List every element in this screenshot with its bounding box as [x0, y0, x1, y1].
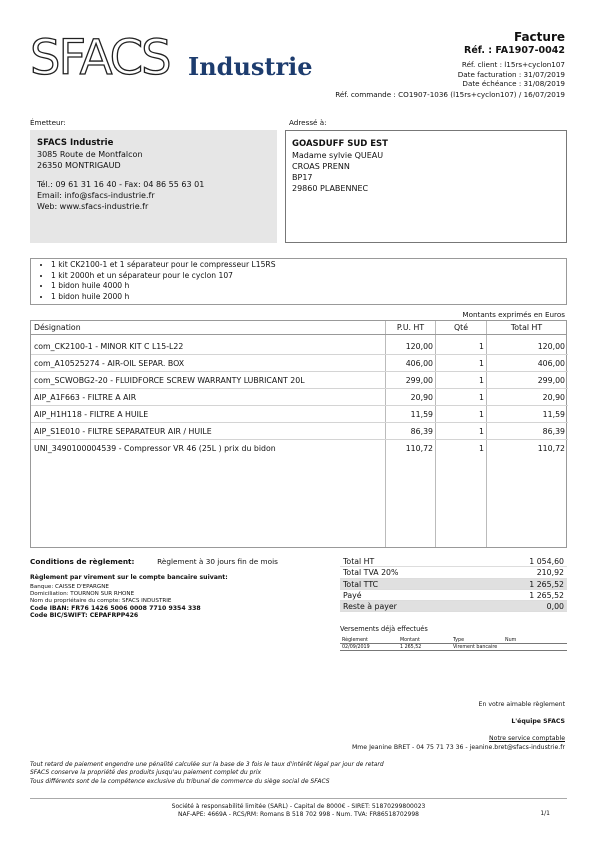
closing-line: En votre aimable règlement: [478, 701, 565, 708]
table-header: [31, 321, 566, 335]
client-ref: Réf. client : l15rs+cyclon107: [461, 60, 565, 69]
table-row: [31, 440, 568, 457]
row-unit-price: 20,90: [410, 393, 433, 402]
footer-line: NAF-APE: 4669A - RCS/RM: Romans B 518 702 998 - Num. TVA: FR86518702998: [177, 811, 419, 818]
invoice-header: [305, 30, 565, 89]
total-row: [340, 601, 567, 612]
sender-address-line2: 26350 MONTRIGAUD: [37, 161, 121, 170]
signature-team: L'équipe SFACS: [511, 718, 565, 725]
payments-header-cell: Num: [505, 638, 517, 643]
row-designation: AIP_A1F663 - FILTRE A AIR: [34, 393, 137, 402]
row-designation: UNI_3490100004539 - Compressor VR 46 (25L ) prix du bidon: [34, 444, 276, 453]
header-total: Total HT: [510, 323, 543, 332]
sender-address-line1: 3085 Route de Montfalcon: [37, 150, 143, 159]
table-row: [31, 423, 568, 440]
row-designation: com_A10525274 - AIR-OIL SEPAR. BOX: [34, 359, 185, 368]
recipient-label: Adressé à:: [289, 118, 327, 127]
row-unit-price: 11,59: [410, 410, 433, 419]
header-designation: Désignation: [31, 321, 386, 334]
total-row: [340, 579, 567, 590]
bank-bic: Code BIC/SWIFT: CEPAFRPP426: [30, 612, 139, 619]
row-quantity: 1: [479, 410, 484, 419]
bank-domiciliation: Domiciliation: TOURNON SUR RHONE: [30, 591, 135, 597]
row-quantity: 1: [479, 359, 484, 368]
row-total: 110,72: [537, 444, 565, 453]
invoice-ref: Réf. : FA1907-0042: [464, 45, 565, 56]
payment-type: Virement bancaire: [453, 645, 498, 650]
payments-header: [340, 637, 567, 644]
total-value: 1 265,52: [529, 579, 564, 589]
sender-web: Web: www.sfacs-industrie.fr: [37, 202, 149, 211]
currency-note: Montants exprimés en Euros: [462, 310, 565, 319]
note-item: • 1 bidon huile 2000 h: [51, 292, 566, 303]
sender-box: [30, 130, 277, 243]
signature-contact: Mme Jeanine BRET - 04 75 71 73 36 - jeanine.bret@sfacs-industrie.fr: [351, 744, 565, 751]
row-total: 86,39: [542, 427, 565, 436]
conditions-label: Conditions de règlement:: [30, 557, 135, 566]
row-quantity: 1: [479, 444, 484, 453]
legal-line: Tous différents sont de la compétence exclusive du tribunal de commerce du siège social de SFACS: [30, 777, 330, 785]
payments-header-cell: Type: [453, 638, 465, 643]
row-designation: com_SCWOBG2-20 - FLUIDFORCE SCREW WARRANTY LUBRICANT 20L: [34, 376, 305, 385]
totals-table: [340, 556, 567, 612]
bank-name: Banque: CAISSE D'EPARGNE: [30, 584, 109, 590]
recipient-bp: BP17: [292, 173, 313, 182]
table-row: [31, 372, 568, 389]
company-logo: [30, 30, 320, 90]
sender-phone: Tél.: 09 61 31 16 40 - Fax: 04 86 55 63 01: [37, 180, 205, 189]
recipient-contact: Madame sylvie QUEAU: [292, 151, 384, 160]
payments-header-cell: Montant: [400, 638, 420, 643]
sender-label: Émetteur:: [30, 118, 66, 127]
row-quantity: 1: [479, 393, 484, 402]
row-unit-price: 299,00: [405, 376, 433, 385]
row-unit-price: 110,72: [405, 444, 433, 453]
row-unit-price: 120,00: [405, 342, 433, 351]
row-total: 406,00: [537, 359, 565, 368]
row-total: 299,00: [537, 376, 565, 385]
row-designation: com_CK2100-1 - MINOR KIT C L15-L22: [34, 342, 184, 351]
total-label: Total TTC: [343, 579, 379, 589]
table-row: [31, 338, 568, 355]
total-value: 0,00: [546, 602, 564, 612]
order-notes: [30, 258, 567, 305]
bank-owner: Nom du propriétaire du compte: SFACS INDUSTRIE: [30, 598, 172, 604]
row-total: 11,59: [542, 410, 565, 419]
recipient-city: 29860 PLABENNEC: [292, 184, 369, 193]
total-value: 1 265,52: [529, 590, 564, 600]
logo-suffix: Industrie: [188, 52, 313, 81]
row-designation: AIP_S1E010 - FILTRE SEPARATEUR AIR / HUILE: [34, 427, 212, 436]
due-date: Date échéance : 31/08/2019: [462, 79, 565, 88]
note-item: • 1 kit 2000h et un séparateur pour le cyclon 107: [51, 271, 566, 282]
total-row: [340, 556, 567, 567]
total-row: [340, 567, 567, 578]
note-item: • 1 kit CK2100-1 et 1 séparateur pour le compresseur L15RS: [51, 260, 566, 271]
row-total: 20,90: [542, 393, 565, 402]
footer-line: Société à responsabilité limitée (SARL) - Capital de 8000€ - SIRET: 51870299800023: [171, 803, 426, 810]
row-unit-price: 86,39: [410, 427, 433, 436]
payments-title: Versements déjà effectués: [340, 625, 428, 633]
payment-number: [505, 644, 567, 650]
row-quantity: 1: [479, 427, 484, 436]
header-unit-price: P.U. HT: [386, 321, 436, 334]
header-quantity: Qté: [436, 321, 487, 334]
total-row: [340, 590, 567, 601]
total-value: 1 054,60: [529, 557, 564, 566]
invoice-title: Facture: [513, 30, 565, 44]
table-row: [31, 355, 568, 372]
page-footer: [30, 798, 567, 819]
payment-amount: 1 265,52: [400, 645, 422, 650]
bank-title: Règlement par virement sur le compte bancaire suivant:: [30, 574, 228, 581]
legal-line: Tout retard de paiement engendre une pénalité calculée sur la base de 3 fois le taux d'intérêt légal par jour de retard: [30, 761, 384, 768]
table-row: [31, 389, 568, 406]
row-quantity: 1: [479, 342, 484, 351]
bank-iban: Code IBAN: FR76 1426 5006 0008 7710 9354 338: [30, 605, 201, 612]
sender-name: SFACS Industrie: [37, 138, 114, 148]
logo-brand: SFACS: [30, 30, 170, 86]
payment-date: 02/09/2019: [342, 645, 370, 650]
row-unit-price: 406,00: [405, 359, 433, 368]
note-item: • 1 bidon huile 4000 h: [51, 281, 566, 292]
page-number: 1/1: [540, 810, 550, 817]
row-designation: AIP_H1H118 - FILTRE A HUILE: [34, 410, 149, 419]
sender-email: Email: info@sfacs-industrie.fr: [37, 191, 155, 200]
payment-row: [340, 644, 567, 651]
bank-transfer-info: [30, 574, 310, 619]
row-total: 120,00: [537, 342, 565, 351]
invoice-date: Date facturation : 31/07/2019: [457, 69, 565, 79]
payment-conditions: [30, 557, 278, 566]
conditions-value: Règlement à 30 jours fin de mois: [157, 557, 278, 566]
legal-line: SFACS conserve la propriété des produits jusqu'au paiement complet du prix: [30, 769, 262, 777]
total-label: Reste à payer: [343, 602, 397, 612]
row-quantity: 1: [479, 376, 484, 385]
total-value: 210,92: [536, 568, 564, 578]
payments-header-cell: Règlement: [342, 638, 368, 643]
recipient-box: [285, 130, 567, 243]
payments-made: [340, 625, 567, 651]
total-label: Payé: [343, 590, 362, 600]
recipient-name: GOASDUFF SUD EST: [292, 139, 388, 149]
total-label: Total TVA 20%: [343, 568, 399, 578]
legal-notice: [30, 761, 384, 786]
signature-service: Notre service comptable: [489, 735, 565, 742]
table-row: [31, 406, 568, 423]
items-table: [30, 320, 567, 548]
order-ref: Réf. commande : CO1907-1036 (l15rs+cyclon107) / 16/07/2019: [335, 90, 565, 99]
recipient-street: CROAS PRENN: [292, 162, 350, 171]
total-label: Total HT: [343, 557, 375, 566]
